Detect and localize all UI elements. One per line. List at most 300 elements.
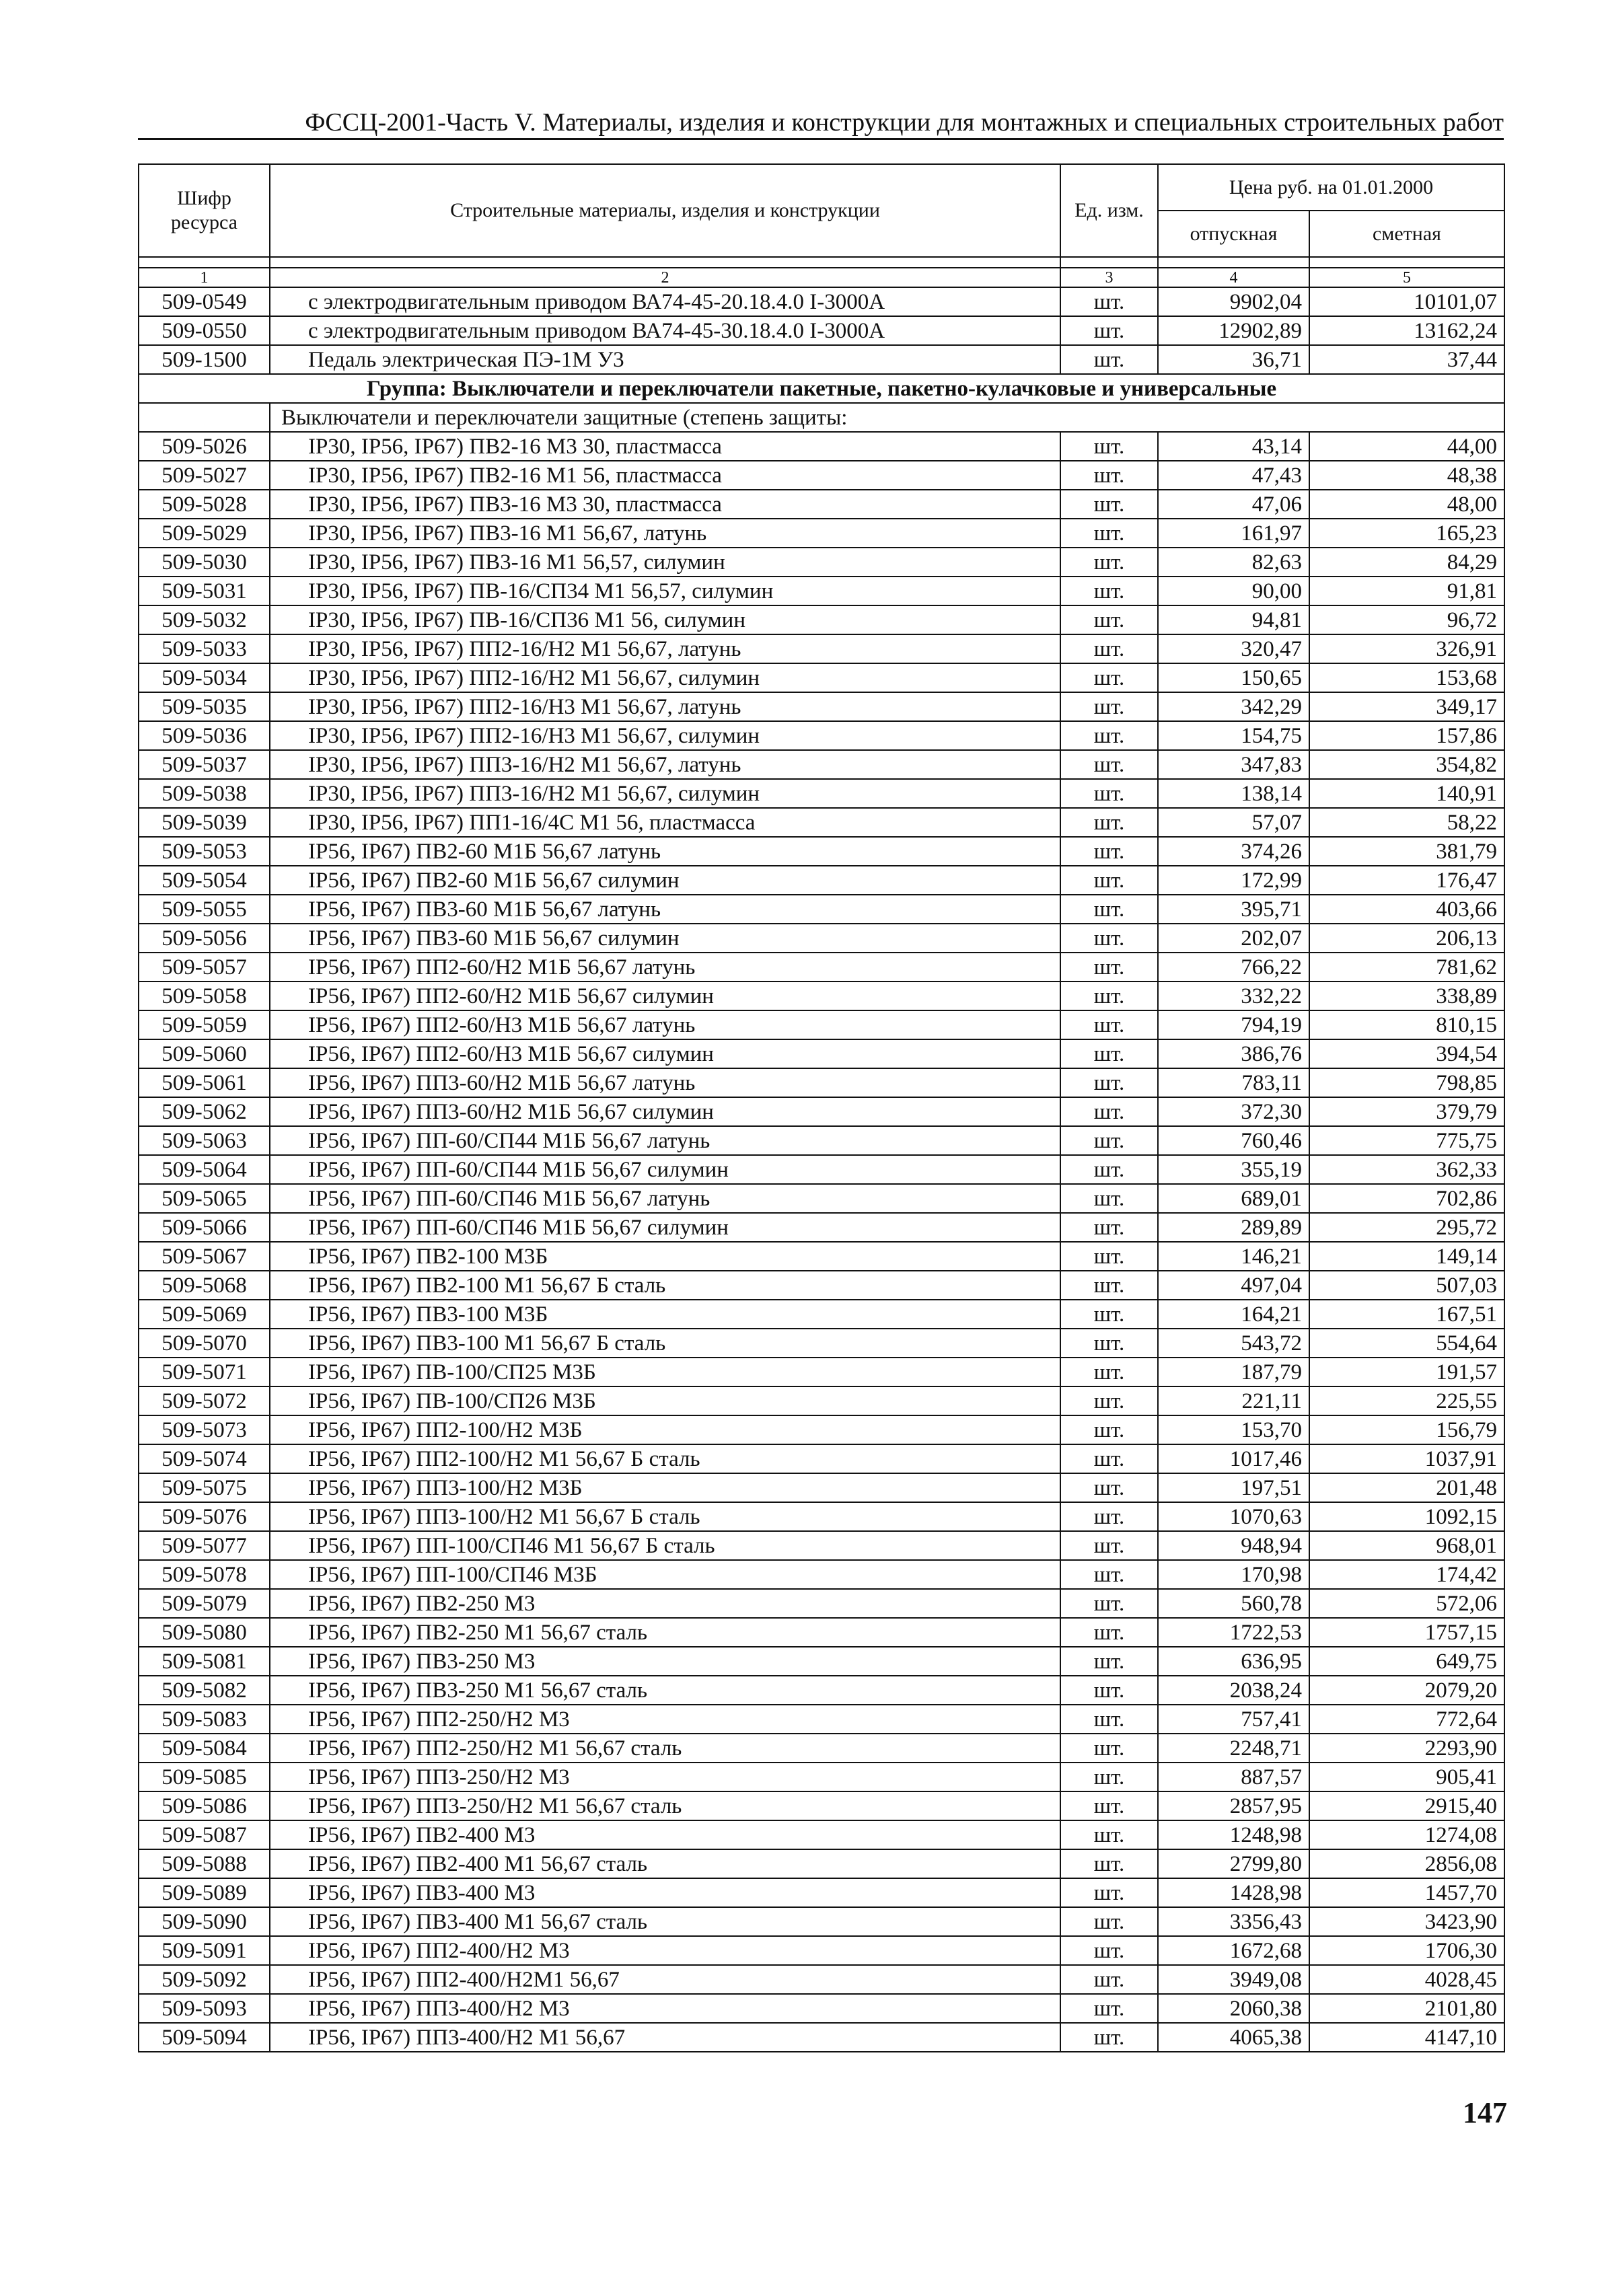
cell-unit: шт. [1060, 1531, 1158, 1560]
table-row [139, 1184, 1504, 1213]
cell-name: IP56, IP67) ПП-60/СП44 М1Б 56,67 силумин [270, 1155, 1060, 1184]
cell-unit: шт. [1060, 1184, 1158, 1213]
cell-release-price: 543,72 [1158, 1329, 1309, 1358]
cell-unit: шт. [1060, 1618, 1158, 1647]
cell-estimate-price: 176,47 [1309, 866, 1504, 895]
cell-code: 509-5071 [139, 1358, 270, 1386]
cell-code: 509-5080 [139, 1618, 270, 1647]
cell-estimate-price: 702,86 [1309, 1184, 1504, 1213]
table-row [139, 1531, 1504, 1560]
cell-estimate-price: 58,22 [1309, 808, 1504, 837]
cell-release-price: 3356,43 [1158, 1907, 1309, 1936]
cell-estimate-price: 2856,08 [1309, 1849, 1504, 1878]
cell-unit: шт. [1060, 1849, 1158, 1878]
table-row [139, 750, 1504, 779]
cell-unit: шт. [1060, 548, 1158, 577]
cell-estimate-price: 48,00 [1309, 490, 1504, 519]
cell-release-price: 90,00 [1158, 577, 1309, 605]
cell-name: IP56, IP67) ПВ3-250 М3 [270, 1647, 1060, 1676]
group-section [139, 374, 1504, 432]
cell-estimate-price: 2915,40 [1309, 1791, 1504, 1820]
cell-name: IP30, IP56, IP67) ПВ3-16 М3 30, пластмасса [270, 490, 1060, 519]
table-row [139, 519, 1504, 548]
cell-unit: шт. [1060, 779, 1158, 808]
cell-code: 509-5035 [139, 692, 270, 721]
cell-unit: шт. [1060, 1300, 1158, 1329]
cell-estimate-price: 649,75 [1309, 1647, 1504, 1676]
cell-release-price: 794,19 [1158, 1010, 1309, 1039]
cell-estimate-price: 572,06 [1309, 1589, 1504, 1618]
cell-name: IP56, IP67) ПП3-250/Н2 М3 [270, 1763, 1060, 1791]
cell-name: IP56, IP67) ПВ2-250 М3 [270, 1589, 1060, 1618]
cell-code: 509-5069 [139, 1300, 270, 1329]
cell-code: 509-5093 [139, 1994, 270, 2023]
cell-code: 509-5074 [139, 1444, 270, 1473]
cell-unit: шт. [1060, 1039, 1158, 1068]
cell-code: 509-5062 [139, 1097, 270, 1126]
cell-release-price: 689,01 [1158, 1184, 1309, 1213]
cell-name: IP30, IP56, IP67) ПП2-16/Н2 М1 56,67, силумин [270, 663, 1060, 692]
cell-unit: шт. [1060, 982, 1158, 1010]
cell-name: IP30, IP56, IP67) ПП2-16/Н3 М1 56,67, силумин [270, 721, 1060, 750]
cell-estimate-price: 507,03 [1309, 1271, 1504, 1300]
cell-name: IP56, IP67) ПП2-100/Н2 М3Б [270, 1415, 1060, 1444]
cell-name: IP56, IP67) ПП3-250/Н2 М1 56,67 сталь [270, 1791, 1060, 1820]
cell-unit: шт. [1060, 750, 1158, 779]
cell-code: 509-5092 [139, 1965, 270, 1994]
table-row [139, 1791, 1504, 1820]
cell-unit: шт. [1060, 2023, 1158, 2052]
cell-name: IP30, IP56, IP67) ПВ-16/СП34 М1 56,57, силумин [270, 577, 1060, 605]
table-row [139, 316, 1504, 345]
cell-release-price: 948,94 [1158, 1531, 1309, 1560]
table-row [139, 461, 1504, 490]
table-row [139, 1213, 1504, 1242]
cell-name: IP56, IP67) ПП2-60/Н2 М1Б 56,67 латунь [270, 953, 1060, 982]
cell-unit: шт. [1060, 1502, 1158, 1531]
cell-estimate-price: 394,54 [1309, 1039, 1504, 1068]
cell-unit: шт. [1060, 1213, 1158, 1242]
cell-unit: шт. [1060, 1010, 1158, 1039]
table-row [139, 1589, 1504, 1618]
cell-code: 509-5077 [139, 1531, 270, 1560]
cell-estimate-price: 1457,70 [1309, 1878, 1504, 1907]
cell-release-price: 202,07 [1158, 924, 1309, 953]
cell-unit: шт. [1060, 1068, 1158, 1097]
cell-estimate-price: 91,81 [1309, 577, 1504, 605]
running-title: ФССЦ-2001-Часть V. Материалы, изделия и конструкции для монтажных и специальных строительных работ [305, 108, 1504, 137]
cell-code: 509-5081 [139, 1647, 270, 1676]
cell-release-price: 2060,38 [1158, 1994, 1309, 2023]
table-row [139, 1849, 1504, 1878]
table-row [139, 895, 1504, 924]
cell-name: IP30, IP56, IP67) ПВ3-16 М1 56,67, латунь [270, 519, 1060, 548]
cell-release-price: 221,11 [1158, 1386, 1309, 1415]
cell-estimate-price: 1092,15 [1309, 1502, 1504, 1531]
cell-name: IP56, IP67) ПВ2-100 М1 56,67 Б сталь [270, 1271, 1060, 1300]
cell-release-price: 386,76 [1158, 1039, 1309, 1068]
table-row [139, 1994, 1504, 2023]
cell-code: 509-1500 [139, 345, 270, 374]
cell-estimate-price: 96,72 [1309, 605, 1504, 634]
cell-name: IP56, IP67) ПВ3-400 М3 [270, 1878, 1060, 1907]
cell-estimate-price: 554,64 [1309, 1329, 1504, 1358]
cell-code: 509-5060 [139, 1039, 270, 1068]
cell-estimate-price: 1037,91 [1309, 1444, 1504, 1473]
cell-unit: шт. [1060, 1097, 1158, 1126]
table-row [139, 1155, 1504, 1184]
cell-release-price: 2857,95 [1158, 1791, 1309, 1820]
cell-unit: шт. [1060, 1791, 1158, 1820]
cell-release-price: 1672,68 [1158, 1936, 1309, 1965]
table-row [139, 1965, 1504, 1994]
cell-release-price: 197,51 [1158, 1473, 1309, 1502]
cell-name: IP56, IP67) ПП2-250/Н2 М1 56,67 сталь [270, 1734, 1060, 1763]
table-row [139, 1618, 1504, 1647]
cell-estimate-price: 4147,10 [1309, 2023, 1504, 2052]
table-row [139, 1907, 1504, 1936]
cell-unit: шт. [1060, 953, 1158, 982]
cell-code: 509-5038 [139, 779, 270, 808]
subgroup-code-cell [139, 403, 270, 432]
cell-release-price: 766,22 [1158, 953, 1309, 982]
cell-name: IP56, IP67) ПП-60/СП44 М1Б 56,67 латунь [270, 1126, 1060, 1155]
cell-estimate-price: 1757,15 [1309, 1618, 1504, 1647]
table-row [139, 1820, 1504, 1849]
cell-release-price: 43,14 [1158, 432, 1309, 461]
cell-estimate-price: 349,17 [1309, 692, 1504, 721]
cell-unit: шт. [1060, 1386, 1158, 1415]
cell-code: 509-5057 [139, 953, 270, 982]
header-gap [139, 257, 270, 268]
cell-name: IP56, IP67) ПП3-400/Н2 М1 56,67 [270, 2023, 1060, 2052]
table-row [139, 577, 1504, 605]
cell-release-price: 760,46 [1158, 1126, 1309, 1155]
cell-code: 509-5056 [139, 924, 270, 953]
cell-unit: шт. [1060, 692, 1158, 721]
cell-code: 509-5084 [139, 1734, 270, 1763]
cell-estimate-price: 338,89 [1309, 982, 1504, 1010]
table-row [139, 634, 1504, 663]
table-row [139, 1126, 1504, 1155]
cell-code: 509-5094 [139, 2023, 270, 2052]
cell-unit: шт. [1060, 1155, 1158, 1184]
cell-unit: шт. [1060, 895, 1158, 924]
cell-estimate-price: 1706,30 [1309, 1936, 1504, 1965]
cell-release-price: 150,65 [1158, 663, 1309, 692]
cell-estimate-price: 153,68 [1309, 663, 1504, 692]
cell-unit: шт. [1060, 490, 1158, 519]
cell-unit: шт. [1060, 1415, 1158, 1444]
cell-release-price: 497,04 [1158, 1271, 1309, 1300]
cell-estimate-price: 165,23 [1309, 519, 1504, 548]
cell-estimate-price: 781,62 [1309, 953, 1504, 982]
cell-unit: шт. [1060, 1965, 1158, 1994]
cell-unit: шт. [1060, 1589, 1158, 1618]
cell-unit: шт. [1060, 721, 1158, 750]
cell-code: 509-5028 [139, 490, 270, 519]
cell-release-price: 395,71 [1158, 895, 1309, 924]
col-header-name: Строительные материалы, изделия и конструкции [270, 164, 1060, 257]
table-row [139, 837, 1504, 866]
cell-estimate-price: 381,79 [1309, 837, 1504, 866]
cell-code: 509-0550 [139, 316, 270, 345]
cell-name: IP56, IP67) ПВ3-100 М3Б [270, 1300, 1060, 1329]
cell-estimate-price: 206,13 [1309, 924, 1504, 953]
cell-name: IP56, IP67) ПП3-60/Н2 М1Б 56,67 силумин [270, 1097, 1060, 1126]
cell-code: 509-5066 [139, 1213, 270, 1242]
cell-code: 509-5068 [139, 1271, 270, 1300]
cell-code: 509-5026 [139, 432, 270, 461]
cell-name: IP56, IP67) ПП2-400/Н2 М3 [270, 1936, 1060, 1965]
cell-code: 509-5029 [139, 519, 270, 548]
cell-unit: шт. [1060, 663, 1158, 692]
header-gap [1309, 257, 1504, 268]
cell-code: 509-5032 [139, 605, 270, 634]
table-row [139, 1734, 1504, 1763]
cell-estimate-price: 225,55 [1309, 1386, 1504, 1415]
cell-estimate-price: 2101,80 [1309, 1994, 1504, 2023]
cell-estimate-price: 2293,90 [1309, 1734, 1504, 1763]
cell-estimate-price: 772,64 [1309, 1705, 1504, 1734]
col-number-4: 4 [1158, 268, 1309, 287]
cell-estimate-price: 167,51 [1309, 1300, 1504, 1329]
cell-release-price: 342,29 [1158, 692, 1309, 721]
cell-name: IP56, IP67) ПП-60/СП46 М1Б 56,67 силумин [270, 1213, 1060, 1242]
header-gap [1158, 257, 1309, 268]
cell-name: IP56, IP67) ПП-100/СП46 М3Б [270, 1560, 1060, 1589]
cell-code: 509-5086 [139, 1791, 270, 1820]
cell-unit: шт. [1060, 1907, 1158, 1936]
cell-estimate-price: 379,79 [1309, 1097, 1504, 1126]
cell-release-price: 332,22 [1158, 982, 1309, 1010]
cell-name: IP56, IP67) ПВ3-250 М1 56,67 сталь [270, 1676, 1060, 1705]
cell-code: 509-5036 [139, 721, 270, 750]
col-number-3: 3 [1060, 268, 1158, 287]
cell-release-price: 347,83 [1158, 750, 1309, 779]
cell-estimate-price: 362,33 [1309, 1155, 1504, 1184]
page-number: 147 [1463, 2096, 1507, 2129]
cell-release-price: 12902,89 [1158, 316, 1309, 345]
cell-code: 509-5090 [139, 1907, 270, 1936]
cell-release-price: 372,30 [1158, 1097, 1309, 1126]
cell-estimate-price: 798,85 [1309, 1068, 1504, 1097]
cell-unit: шт. [1060, 1994, 1158, 2023]
cell-estimate-price: 3423,90 [1309, 1907, 1504, 1936]
cell-unit: шт. [1060, 287, 1158, 316]
col-header-price-group: Цена руб. на 01.01.2000 [1158, 164, 1504, 211]
table-row [139, 548, 1504, 577]
cell-unit: шт. [1060, 837, 1158, 866]
cell-code: 509-5088 [139, 1849, 270, 1878]
cell-release-price: 1070,63 [1158, 1502, 1309, 1531]
cell-unit: шт. [1060, 1444, 1158, 1473]
cell-name: IP56, IP67) ПВ2-250 М1 56,67 сталь [270, 1618, 1060, 1647]
cell-name: IP56, IP67) ПВ2-60 М1Б 56,67 силумин [270, 866, 1060, 895]
cell-release-price: 172,99 [1158, 866, 1309, 895]
cell-release-price: 3949,08 [1158, 1965, 1309, 1994]
cell-name: IP56, IP67) ПВ3-400 М1 56,67 сталь [270, 1907, 1060, 1936]
cell-unit: шт. [1060, 345, 1158, 374]
cell-code: 509-5078 [139, 1560, 270, 1589]
cell-release-price: 57,07 [1158, 808, 1309, 837]
cell-estimate-price: 84,29 [1309, 548, 1504, 577]
cell-estimate-price: 140,91 [1309, 779, 1504, 808]
cell-release-price: 887,57 [1158, 1763, 1309, 1791]
cell-unit: шт. [1060, 808, 1158, 837]
cell-unit: шт. [1060, 1647, 1158, 1676]
table-row [139, 924, 1504, 953]
cell-estimate-price: 775,75 [1309, 1126, 1504, 1155]
cell-code: 509-5082 [139, 1676, 270, 1705]
cell-name: IP56, IP67) ПП2-60/Н2 М1Б 56,67 силумин [270, 982, 1060, 1010]
cell-code: 509-5064 [139, 1155, 270, 1184]
table-row [139, 1560, 1504, 1589]
cell-estimate-price: 157,86 [1309, 721, 1504, 750]
table-row [139, 1039, 1504, 1068]
cell-release-price: 146,21 [1158, 1242, 1309, 1271]
cell-name: IP56, IP67) ПП-100/СП46 М1 56,67 Б сталь [270, 1531, 1060, 1560]
cell-code: 509-5030 [139, 548, 270, 577]
cell-release-price: 161,97 [1158, 519, 1309, 548]
table-row [139, 1300, 1504, 1329]
cell-name: IP56, IP67) ПП2-100/Н2 М1 56,67 Б сталь [270, 1444, 1060, 1473]
cell-unit: шт. [1060, 1705, 1158, 1734]
cell-release-price: 2799,80 [1158, 1849, 1309, 1878]
cell-estimate-price: 201,48 [1309, 1473, 1504, 1502]
cell-name: IP56, IP67) ПВ2-400 М1 56,67 сталь [270, 1849, 1060, 1878]
cell-code: 509-5033 [139, 634, 270, 663]
resource-price-table [138, 163, 1505, 2052]
cell-code: 509-5037 [139, 750, 270, 779]
cell-code: 509-5076 [139, 1502, 270, 1531]
cell-code: 509-5031 [139, 577, 270, 605]
cell-unit: шт. [1060, 577, 1158, 605]
cell-unit: шт. [1060, 1358, 1158, 1386]
table-row [139, 490, 1504, 519]
cell-release-price: 187,79 [1158, 1358, 1309, 1386]
cell-estimate-price: 48,38 [1309, 461, 1504, 490]
table-row [139, 2023, 1504, 2052]
cell-name: IP30, IP56, IP67) ПВ3-16 М1 56,57, силумин [270, 548, 1060, 577]
cell-name: IP30, IP56, IP67) ПВ2-16 М3 30, пластмасса [270, 432, 1060, 461]
cell-code: 509-5034 [139, 663, 270, 692]
col-header-unit: Ед. изм. [1060, 164, 1158, 257]
table-row [139, 1097, 1504, 1126]
cell-code: 509-5075 [139, 1473, 270, 1502]
cell-estimate-price: 354,82 [1309, 750, 1504, 779]
cell-estimate-price: 1274,08 [1309, 1820, 1504, 1849]
cell-code: 509-5085 [139, 1763, 270, 1791]
cell-name: IP56, IP67) ПП2-60/Н3 М1Б 56,67 силумин [270, 1039, 1060, 1068]
cell-release-price: 4065,38 [1158, 2023, 1309, 2052]
cell-release-price: 2038,24 [1158, 1676, 1309, 1705]
table-row [139, 1010, 1504, 1039]
table-row [139, 663, 1504, 692]
cell-release-price: 138,14 [1158, 779, 1309, 808]
table-header [139, 164, 1504, 287]
col-header-code: Шифр ресурса [139, 164, 270, 257]
header-rule [138, 138, 1504, 140]
table-row [139, 345, 1504, 374]
table-body-main [139, 432, 1504, 2052]
cell-code: 509-5058 [139, 982, 270, 1010]
cell-name: IP30, IP56, IP67) ПП1-16/4С М1 56, пластмасса [270, 808, 1060, 837]
cell-name: с электродвигательным приводом ВА74-45-20.18.4.0 I-3000А [270, 287, 1060, 316]
cell-release-price: 636,95 [1158, 1647, 1309, 1676]
cell-release-price: 320,47 [1158, 634, 1309, 663]
table-row [139, 1329, 1504, 1358]
cell-unit: шт. [1060, 519, 1158, 548]
cell-code: 509-5079 [139, 1589, 270, 1618]
cell-estimate-price: 10101,07 [1309, 287, 1504, 316]
cell-name: IP56, IP67) ПП3-100/Н2 М1 56,67 Б сталь [270, 1502, 1060, 1531]
cell-name: IP56, IP67) ПП2-250/Н2 М3 [270, 1705, 1060, 1734]
cell-code: 509-5073 [139, 1415, 270, 1444]
cell-release-price: 82,63 [1158, 548, 1309, 577]
cell-unit: шт. [1060, 1126, 1158, 1155]
cell-release-price: 374,26 [1158, 837, 1309, 866]
cell-code: 509-5027 [139, 461, 270, 490]
cell-code: 509-5087 [139, 1820, 270, 1849]
cell-code: 509-5070 [139, 1329, 270, 1358]
group-title: Группа: Выключатели и переключатели пакетные, пакетно-кулачковые и универсальные [139, 374, 1504, 403]
table-row [139, 953, 1504, 982]
cell-release-price: 1248,98 [1158, 1820, 1309, 1849]
table-row [139, 982, 1504, 1010]
cell-unit: шт. [1060, 1560, 1158, 1589]
table-row [139, 1271, 1504, 1300]
table-body-top [139, 287, 1504, 374]
table-row [139, 1647, 1504, 1676]
cell-name: IP56, IP67) ПП3-60/Н2 М1Б 56,67 латунь [270, 1068, 1060, 1097]
cell-code: 509-5053 [139, 837, 270, 866]
cell-name: с электродвигательным приводом ВА74-45-30.18.4.0 I-3000А [270, 316, 1060, 345]
table-row [139, 432, 1504, 461]
col-header-release-price: отпускная [1158, 211, 1309, 257]
table-row [139, 287, 1504, 316]
cell-code: 509-5054 [139, 866, 270, 895]
cell-name: IP56, IP67) ПВ3-100 М1 56,67 Б сталь [270, 1329, 1060, 1358]
subgroup-title: Выключатели и переключатели защитные (степень защиты: [270, 403, 1504, 432]
table-row [139, 692, 1504, 721]
cell-estimate-price: 295,72 [1309, 1213, 1504, 1242]
table-row [139, 1473, 1504, 1502]
cell-code: 509-5091 [139, 1936, 270, 1965]
cell-estimate-price: 174,42 [1309, 1560, 1504, 1589]
cell-unit: шт. [1060, 1242, 1158, 1271]
cell-code: 509-5067 [139, 1242, 270, 1271]
cell-name: IP56, IP67) ПВ-100/СП25 М3Б [270, 1358, 1060, 1386]
table-row [139, 1705, 1504, 1734]
header-gap [270, 257, 1060, 268]
cell-release-price: 153,70 [1158, 1415, 1309, 1444]
cell-name: IP56, IP67) ПП2-400/Н2М1 56,67 [270, 1965, 1060, 1994]
cell-code: 509-5083 [139, 1705, 270, 1734]
cell-name: IP56, IP67) ПВ2-60 М1Б 56,67 латунь [270, 837, 1060, 866]
cell-unit: шт. [1060, 924, 1158, 953]
cell-release-price: 757,41 [1158, 1705, 1309, 1734]
col-header-estimate-price: сметная [1309, 211, 1504, 257]
table-row [139, 1444, 1504, 1473]
cell-release-price: 170,98 [1158, 1560, 1309, 1589]
cell-estimate-price: 44,00 [1309, 432, 1504, 461]
cell-unit: шт. [1060, 634, 1158, 663]
cell-estimate-price: 37,44 [1309, 345, 1504, 374]
cell-release-price: 783,11 [1158, 1068, 1309, 1097]
cell-unit: шт. [1060, 1271, 1158, 1300]
cell-estimate-price: 156,79 [1309, 1415, 1504, 1444]
